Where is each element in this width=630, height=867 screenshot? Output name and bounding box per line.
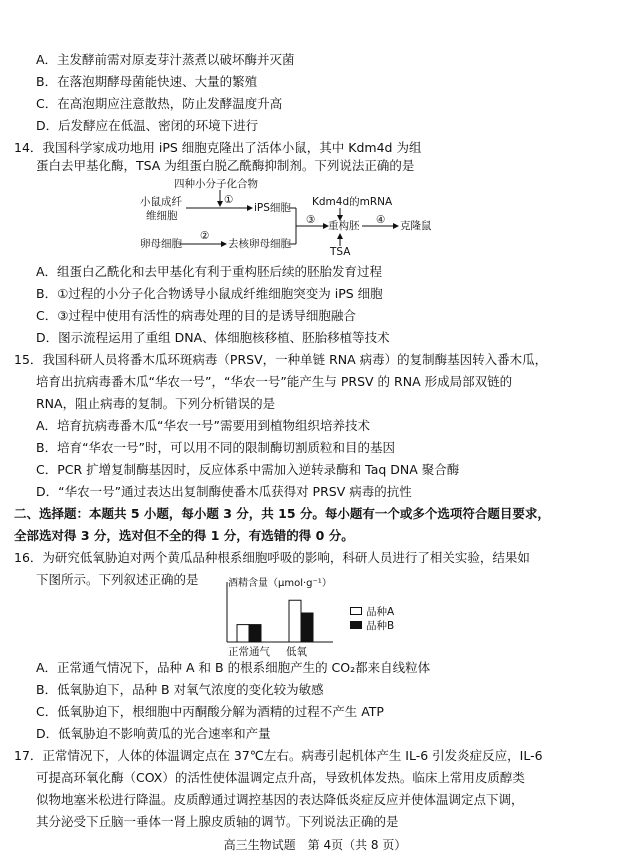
q14-option-a: A．组蛋白乙酰化和去甲基化有利于重构胚后续的胚胎发育过程 bbox=[36, 264, 383, 279]
q13-option-c: C．在高泡期应注意散热，防止发酵温度升高 bbox=[36, 96, 283, 111]
q14-option-d: D．图示流程运用了重组 DNA、体细胞核移植、胚胎移植等技术 bbox=[36, 330, 390, 345]
label-cloned: 克隆鼠 bbox=[400, 220, 432, 232]
legend-label-a: 品种A bbox=[366, 605, 395, 618]
category-label-hypoxia: 低氧 bbox=[286, 646, 307, 658]
q16-stem-line1: 16．为研究低氧胁迫对两个黄瓜品种根系细胞呼吸的影响，科研人员进行了相关实验，结果如 bbox=[14, 550, 530, 565]
q14-stem-line1: 14．我国科学家成功地用 iPS 细胞克隆出了活体小鼠，其中 Kdm4d 为组 bbox=[14, 140, 422, 155]
q16-option-a: A．正常通气情况下，品种 A 和 B 的根系细胞产生的 CO₂都来自线粒体 bbox=[36, 660, 431, 675]
bar-b-normal bbox=[249, 625, 261, 642]
q15-stem-line2: 培育出抗病毒番木瓜“华农一号”，“华农一号”能产生与 PRSV 的 RNA 形成局部双链的 bbox=[36, 374, 513, 389]
category-label-normal: 正常通气 bbox=[228, 646, 270, 658]
q13-option-b: B．在落泡期酵母菌能快速、大量的繁殖 bbox=[36, 74, 258, 89]
q15-stem-line3: RNA，阻止病毒的复制。下列分析错误的是 bbox=[36, 396, 276, 411]
bar-b-hypoxia bbox=[301, 613, 313, 642]
q13-option-a: A．主发酵前需对原麦芽汁蒸煮以破坏酶并灭菌 bbox=[36, 52, 295, 67]
label-fibroblast-1: 小鼠成纤 bbox=[140, 196, 182, 208]
label-ips: iPS细胞 bbox=[254, 202, 291, 214]
q14-option-b: B．①过程的小分子化合物诱导小鼠成纤维细胞突变为 iPS 细胞 bbox=[36, 286, 383, 301]
label-small-molecules: 四种小分子化合物 bbox=[174, 178, 258, 190]
q16-option-d: D．低氧胁迫不影响黄瓜的光合速率和产量 bbox=[36, 726, 271, 741]
label-embryo: 重构胚 bbox=[328, 220, 360, 232]
section2-header-line2: 全部选对得 3 分，选对但不全的得 1 分，有选错的得 0 分。 bbox=[14, 528, 354, 543]
q16-stem-line2: 下图所示。下列叙述正确的是 bbox=[36, 572, 199, 587]
bar-a-normal bbox=[237, 625, 249, 642]
label-tsa: TSA bbox=[330, 246, 351, 258]
legend-item-b bbox=[350, 618, 394, 632]
label-step2: ② bbox=[200, 230, 210, 242]
q16-option-c: C．低氧胁迫下，根细胞中丙酮酸分解为酒精的过程不产生 ATP bbox=[36, 704, 384, 719]
q15-option-a: A．培育抗病毒番木瓜“华农一号”需要用到植物组织培养技术 bbox=[36, 418, 371, 433]
q17-stem-line2: 可提高环氧化酶（COX）的活性使体温调定点升高，导致机体发热。临床上常用皮质醇类 bbox=[36, 770, 525, 785]
page-footer: 高三生物试题 第 4页（共 8 页） bbox=[223, 838, 407, 852]
q15-option-d: D．“华农一号”通过表达出复制酶使番木瓜获得对 PRSV 病毒的抗性 bbox=[36, 484, 412, 499]
q17-stem-line3: 似物地塞米松进行降温。皮质醇通过调控基因的表达降低炎症反应并使体温调定点下调， bbox=[36, 792, 524, 807]
q17-stem-line4: 其分泌受下丘脑一垂体一肾上腺皮质轴的调节。下列说法正确的是 bbox=[36, 814, 399, 829]
q14-stem-line2: 蛋白去甲基化酶，TSA 为组蛋白脱乙酰酶抑制剂。下列说法正确的是 bbox=[36, 158, 415, 173]
q17-stem-line1: 17．正常情况下，人体的体温调定点在 37℃左右。病毒引起机体产生 IL-6 引发炎症反应，IL-6 bbox=[14, 748, 543, 763]
legend-swatch-b bbox=[350, 621, 362, 629]
legend-label-b: 品种B bbox=[366, 619, 395, 632]
q14-option-c: C．③过程中使用有活性的病毒处理的目的是诱导细胞融合 bbox=[36, 308, 356, 323]
q14-flow-diagram bbox=[140, 176, 460, 258]
q15-stem-line1: 15．我国科研人员将番木瓜环斑病毒（PRSV，一种单链 RNA 病毒）的复制酶基因转入番木瓜， bbox=[14, 352, 548, 367]
chart-legend bbox=[350, 604, 394, 632]
section2-header-line1: 二、选择题：本题共 5 小题，每小题 3 分，共 15 分。每小题有一个或多个选项符合题目要求， bbox=[14, 506, 550, 521]
label-step3: ③ bbox=[306, 214, 316, 226]
q16-option-b: B．低氧胁迫下，品种 B 对氧气浓度的变化较为敏感 bbox=[36, 682, 324, 697]
label-enucleated: 去核卵母细胞 bbox=[228, 238, 291, 250]
q13-option-d: D．后发酵应在低温、密闭的环境下进行 bbox=[36, 118, 259, 133]
bar-a-hypoxia bbox=[289, 600, 301, 642]
label-step1: ① bbox=[224, 194, 234, 206]
q15-option-b: B．培育“华农一号”时，可以用不同的限制酶切割质粒和目的基因 bbox=[36, 440, 396, 455]
label-oocyte: 卵母细胞 bbox=[140, 238, 182, 250]
label-step4: ④ bbox=[376, 214, 386, 226]
legend-item-a bbox=[350, 604, 394, 618]
q15-option-c: C．PCR 扩增复制酶基因时，反应体系中需加入逆转录酶和 Taq DNA 聚合酶 bbox=[36, 462, 460, 477]
label-mrna: Kdm4d的mRNA bbox=[312, 196, 393, 208]
label-fibroblast-2: 维细胞 bbox=[146, 210, 178, 222]
legend-swatch-a bbox=[350, 607, 362, 615]
chart-y-label: 酒精含量（μmol·g⁻¹） bbox=[228, 578, 332, 589]
